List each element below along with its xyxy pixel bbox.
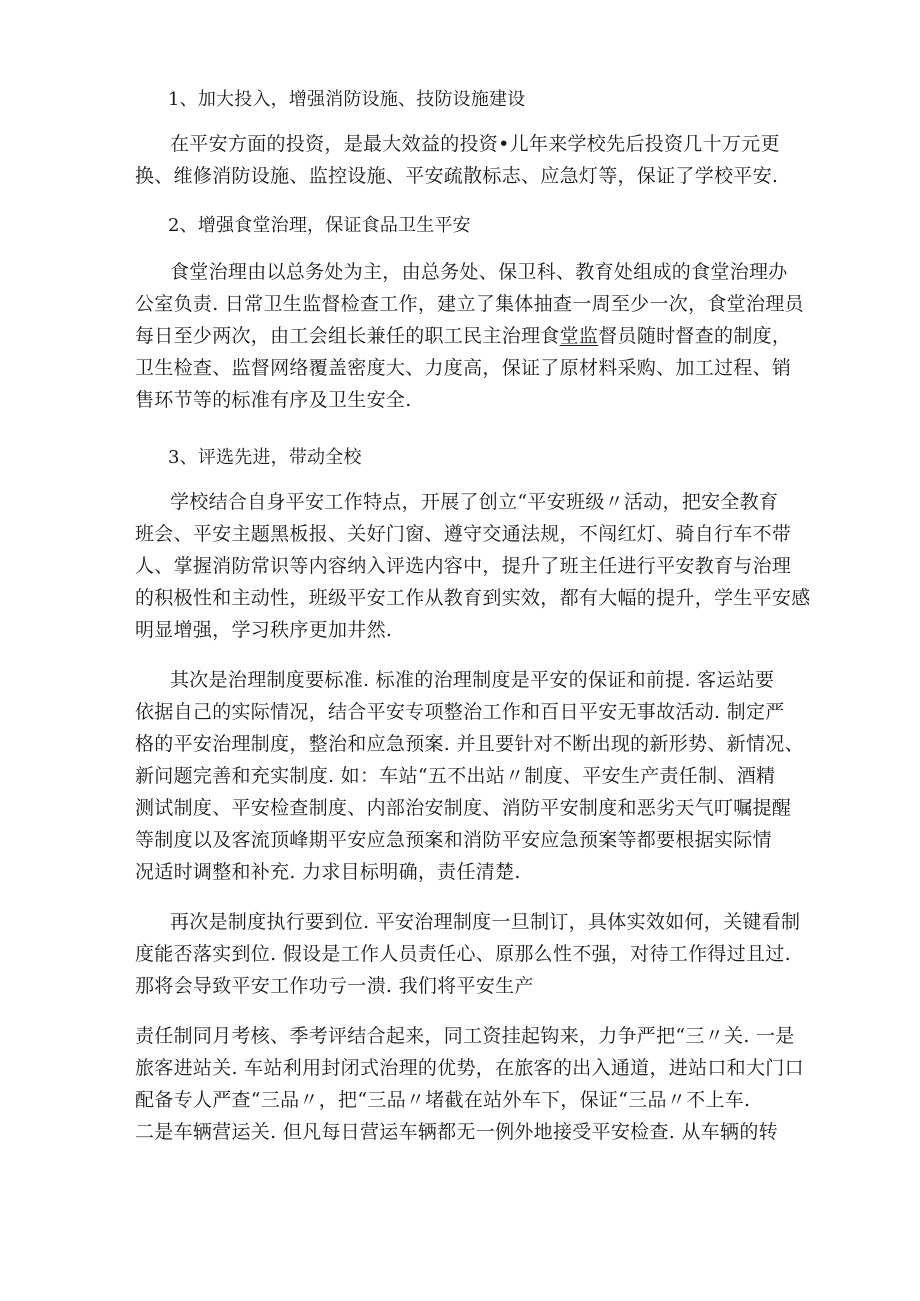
paragraph-line: 那将会导致平安工作功亏一溃. 我们将平安生产 — [135, 975, 534, 997]
paragraph-line: 公室负责. 日常卫生监督检查工作，建立了集体抽查一周至少一次，食堂治理员 — [135, 293, 804, 315]
paragraph-selection — [135, 486, 825, 646]
paragraph-line: 班会、平安主题黑板报、关好门窗、遵守交通法规，不闯红灯、骑自行车不带 — [135, 523, 792, 545]
line-text: 督员随时督查的制度， — [598, 325, 792, 347]
paragraph-line: 等制度以及客流顶峰期平安应急预案和消防平安应急预案等都要根据实际情 — [135, 829, 772, 851]
paragraph-line — [135, 320, 825, 352]
paragraph-investment — [135, 128, 825, 192]
paragraph-responsibility — [135, 1020, 825, 1148]
paragraph-line: 测试制度、平安检查制度、内部治安制度、消防平安制度和恶劣天气叮嘱提醒 — [135, 797, 792, 819]
paragraph-line: 学校结合自身平安工作特点，开展了创立“平安班级〃活动，把安全教育 — [170, 491, 779, 513]
paragraph-line: 换、维修消防设施、监控设施、平安疏散标志、应急灯等，保证了学校平安. — [135, 165, 779, 187]
paragraph-canteen — [135, 256, 825, 416]
paragraph-line: 新问题完善和充实制度. 如：车站“五不出站〃制度、平安生产责任制、酒精 — [135, 765, 776, 787]
paragraph-line: 人、掌握消防常识等内容纳入评选内容中，提升了班主任进行平安教育与治理 — [135, 555, 792, 577]
paragraph-system-standards — [135, 664, 825, 888]
paragraph-execution — [135, 906, 825, 1002]
paragraph-line: 的积极性和主动性，班级平安工作从教育到实效，都有大幅的提升，学生平安感 — [135, 587, 811, 609]
paragraph-line: 二是车辆营运关. 但凡每日营运车辆都无一例外地接受平安检查. 从车辆的转 — [135, 1121, 778, 1143]
paragraph-line: 明显增强，学习秩序更加井然. — [135, 619, 393, 641]
paragraph-line: 在平安方面的投资，是最大效益的投资•儿年来学校先后投资几十万元更 — [170, 133, 780, 155]
paragraph-line: 其次是治理制度要标准. 标准的治理制度是平安的保证和前提. 客运站要 — [170, 669, 775, 691]
paragraph-line: 再次是制度执行要到位. 平安治理制度一旦制订，具体实效如何，关键看制 — [170, 911, 801, 933]
paragraph-line: 配备专人严查“三品〃，把“三品〃堵截在站外车下，保证“三品〃不上车. — [135, 1089, 751, 1111]
paragraph-line: 格的平安治理制度，整治和应急预案. 并且要针对不断出现的新形势、新情况、 — [135, 733, 804, 755]
section-heading-2: 2、增强食堂治理，保证食品卫生平安 — [168, 215, 471, 236]
paragraph-line: 况适时调整和补充. 力求目标明确，责任清楚. — [135, 861, 521, 883]
underlined-text: 堂监 — [559, 325, 599, 347]
section-heading-3: 3、评选先进，带动全校 — [168, 447, 362, 468]
paragraph-line: 食堂治理由以总务处为主，由总务处、保卫科、教育处组成的食堂治理办 — [170, 261, 788, 283]
section-heading-1: 1、加大投入，增强消防设施、技防设施建设 — [168, 89, 526, 110]
paragraph-line: 依据自己的实际情况，结合平安专项整治工作和百日平安无事故活动. 制定严 — [135, 701, 785, 723]
paragraph-line: 度能否落实到位. 假设是工作人员责任心、原那么性不强，对待工作得过且过. — [135, 943, 791, 965]
paragraph-line: 责任制同月考核、季考评结合起来，同工资挂起钩来，力争严把“三〃关. 一是 — [135, 1025, 795, 1047]
line-text: 每日至少两次，由工会组长兼任的职工民主治理食 — [135, 325, 560, 347]
paragraph-line: 卫生检查、监督网络覆盖密度大、力度高，保证了原材料采购、加工过程、销 — [135, 357, 792, 379]
paragraph-line: 售环节等的标准有序及卫生安全. — [135, 389, 412, 411]
paragraph-line: 旅客进站关. 车站利用封闭式治理的优势，在旅客的出入通道，进站口和大门口 — [135, 1057, 804, 1079]
